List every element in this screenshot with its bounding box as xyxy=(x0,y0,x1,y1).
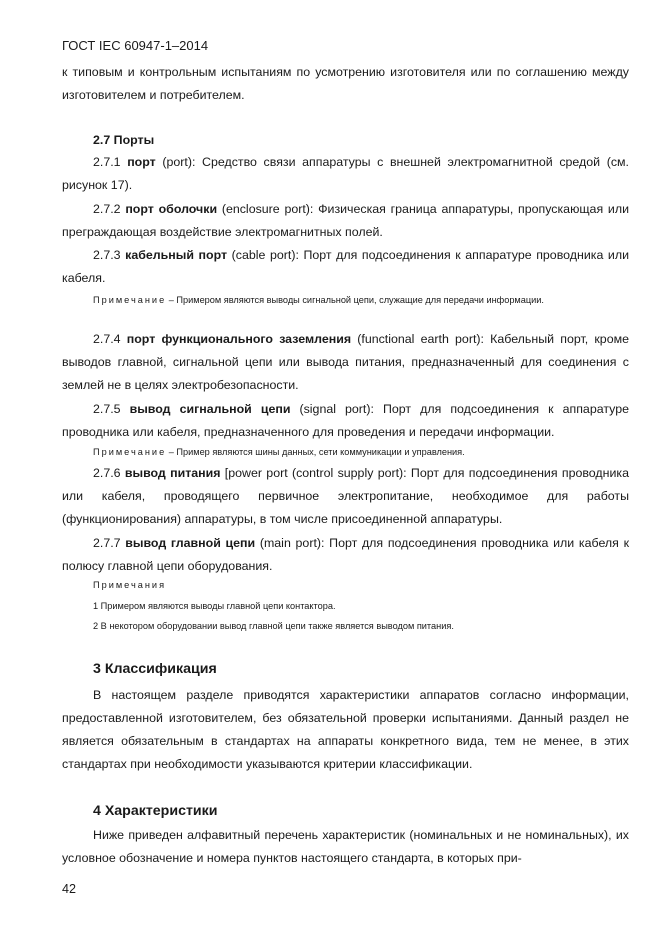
clause-definition: (functional earth port): Кабельный порт, кроме выводов главной, сигнальной цепи или вывода питания, предназначенный для соединения с землей не в целях электробезопасности. xyxy=(62,332,629,392)
note-2-7-3 xyxy=(62,291,629,309)
section-4-title: 4 Характеристики xyxy=(93,803,218,819)
clause-term: порт функционального заземления xyxy=(126,332,352,346)
clause-term: порт xyxy=(127,155,156,169)
clause-definition: (cable port): Порт для подсоединения к аппаратуре проводника или кабеля. xyxy=(62,248,629,285)
note-item-1: 1 Примером являются выводы главной цепи контактора. xyxy=(93,601,336,611)
clause-term: вывод сигнальной цепи xyxy=(129,402,291,416)
note-text: – Пример являются шины данных, сети коммуникации и управления. xyxy=(166,447,465,457)
note-text: – Примером являются выводы сигнальной цепи, служащие для передачи информации. xyxy=(166,295,544,305)
clause-2-7-2 xyxy=(62,198,629,244)
note-item-2: 2 В некотором оборудовании вывод главной цепи также является выводом питания. xyxy=(93,621,454,631)
note-label: Примечание xyxy=(93,295,167,305)
document-header: ГОСТ IEC 60947-1–2014 xyxy=(62,38,209,53)
clause-term: кабельный порт xyxy=(125,248,228,262)
clause-number: 2.7.2 xyxy=(93,202,121,216)
clause-definition: (signal port): Порт для подсоединения к аппаратуре проводника или кабеля, предназначенного для проведения и передачи информации. xyxy=(62,402,629,439)
clause-2-7-4 xyxy=(62,328,629,397)
clause-2-7-1 xyxy=(62,151,629,197)
clause-definition: (main port): Порт для подсоединения проводника или кабеля к полюсу главной цепи оборудования. xyxy=(62,536,629,573)
clause-term: вывод главной цепи xyxy=(125,536,256,550)
clause-definition: (port): Средство связи аппаратуры с внешней электромагнитной средой (см. рисунок 17). xyxy=(62,155,629,192)
clause-number: 2.7.7 xyxy=(93,536,121,550)
notes-label-text: Примечания xyxy=(93,580,167,590)
clause-definition: [power port (control supply port): Порт для подсоединения проводника или кабеля, проводящего первичное электропитание, необходимое для работы (функционирования) аппаратуры, в том числе присоединенной аппаратуры. xyxy=(62,466,629,526)
clause-term: порт оболочки xyxy=(125,202,218,216)
section-3-title: 3 Классификация xyxy=(93,661,217,677)
clause-definition: (enclosure port): Физическая граница аппаратуры, пропускающая или преграждающая воздействие электромагнитных полей. xyxy=(62,202,629,239)
note-2-7-5 xyxy=(62,443,629,461)
clause-number: 2.7.4 xyxy=(93,332,121,346)
clause-2-7-7 xyxy=(62,532,629,578)
note-label: Примечание xyxy=(93,447,167,457)
section-4-paragraph: Ниже приведен алфавитный перечень характеристик (номинальных и не номинальных), их условное обозначение и номера пунктов настоящего стандарта, в которых при- xyxy=(62,828,629,865)
clause-term: вывод питания xyxy=(124,466,221,480)
section-3-paragraph: В настоящем разделе приводятся характеристики аппаратов согласно информации, предоставленной изготовителем, без обязательной проверки испытаниями. Данный раздел не является обязательным в стандартах на аппараты конкретного вида, тем не менее, в этих стандартах при необходимости указываются критерии классификации. xyxy=(62,688,629,771)
section-2-7-title: 2.7 Порты xyxy=(93,133,155,147)
clause-2-7-5 xyxy=(62,398,629,444)
clause-number: 2.7.3 xyxy=(93,248,121,262)
notes-label xyxy=(62,576,660,594)
page-number: 42 xyxy=(62,882,77,896)
intro-paragraph: к типовым и контрольным испытаниям по усмотрению изготовителя или по соглашению между изготовителем и потребителем. xyxy=(62,65,629,102)
clause-number: 2.7.6 xyxy=(93,466,121,480)
clause-2-7-3 xyxy=(62,244,629,290)
clause-2-7-6 xyxy=(62,462,629,531)
clause-number: 2.7.1 xyxy=(93,155,121,169)
clause-number: 2.7.5 xyxy=(93,402,121,416)
